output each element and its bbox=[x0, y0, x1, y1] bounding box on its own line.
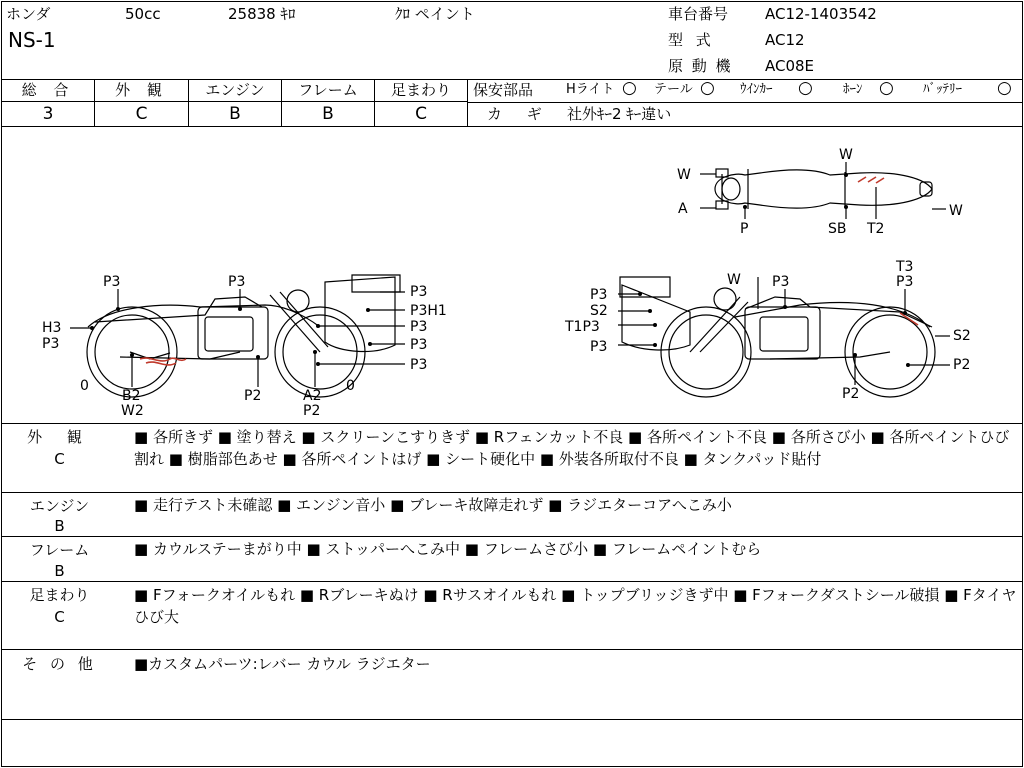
section-title-engine: エンジン bbox=[29, 497, 90, 515]
diagram-label: P3 bbox=[410, 357, 428, 373]
safety-label: 保安部品 bbox=[473, 81, 534, 99]
grade-value-suspension: C bbox=[415, 104, 427, 124]
safety-mid-line bbox=[468, 102, 1022, 103]
safety-mark-horn: ○ bbox=[879, 78, 894, 98]
section-text-frame: ■ カウルステーまがり中 ■ ストッパーへこみ中 ■ フレームさび小 ■ フレームペイントむら bbox=[134, 540, 762, 558]
diagram-label: W bbox=[727, 272, 741, 288]
diagram-label: A2 bbox=[303, 388, 322, 404]
section-text-engine: ■ 走行テスト未確認 ■ エンジン音小 ■ ブレーキ故障走れず ■ ラジエターコアへこみ小 bbox=[134, 496, 732, 514]
section-title-other: そ の 他 bbox=[22, 655, 97, 673]
diagram-label: P2 bbox=[842, 386, 860, 402]
diagram-label: P3 bbox=[410, 284, 428, 300]
grade-header-frame: フレーム bbox=[298, 81, 358, 99]
engine-label: 原 動 機 bbox=[668, 57, 733, 75]
section-title-frame: フレーム bbox=[29, 541, 90, 559]
section-line bbox=[2, 719, 1022, 720]
displacement: 50cc bbox=[125, 5, 161, 23]
grade-header-suspension: 足まわり bbox=[390, 81, 451, 99]
diagram-label: B2 bbox=[122, 388, 141, 404]
diagram-label: A bbox=[678, 201, 688, 217]
diagram-label: W2 bbox=[121, 403, 144, 419]
safety-item-battery: ﾊﾞｯﾃﾘｰ bbox=[923, 82, 962, 97]
diagram-label: P3 bbox=[590, 287, 608, 303]
diagram-label: P3 bbox=[772, 274, 790, 290]
section-text-suspension: ■ Fフォークオイルもれ ■ Rブレーキぬけ ■ Rサスオイルもれ ■ トップブリッジきず中 ■ Fフォークダストシール破損 ■ Fタイヤひび大 bbox=[134, 586, 1017, 626]
grade-header-engine: エンジン bbox=[205, 81, 265, 99]
section-line bbox=[2, 492, 1022, 493]
grade-header-overall: 総 合 bbox=[21, 81, 75, 99]
section-grade-suspension: C bbox=[54, 608, 65, 626]
diagram-label: P2 bbox=[953, 357, 971, 373]
color: ｸﾛ ペイント bbox=[395, 5, 475, 23]
grade-value-overall: 3 bbox=[42, 104, 54, 124]
grade-value-exterior: C bbox=[135, 104, 148, 124]
section-text-other: ■カスタムパーツ:レバー カウル ラジエター bbox=[134, 655, 431, 673]
diagram-label: P3 bbox=[590, 339, 608, 355]
section-line bbox=[2, 581, 1022, 582]
diagram-label: P3 bbox=[410, 319, 428, 335]
grade-value-engine: B bbox=[229, 104, 241, 124]
type-value: AC12 bbox=[765, 31, 805, 49]
safety-mark-winker: ○ bbox=[798, 78, 813, 98]
section-line bbox=[2, 423, 1022, 424]
section-title-suspension: 足まわり bbox=[29, 586, 90, 604]
diagram-label: S2 bbox=[953, 328, 971, 344]
grade-divider bbox=[467, 79, 468, 126]
model-name: NS-1 bbox=[8, 28, 56, 52]
key-label: カ ギ bbox=[487, 105, 552, 123]
engine-value: AC08E bbox=[765, 57, 815, 75]
diagram-label: P bbox=[740, 221, 749, 237]
leader-dots bbox=[90, 173, 910, 367]
grade-top-line bbox=[2, 79, 1022, 80]
section-text-exterior: ■ 各所きず ■ 塗り替え ■ スクリーンこすりきず ■ Rフェンカット不良 ■ 各所ペイント不良 ■ 各所さび小 ■ 各所ペイントひび割れ ■ 樹脂部色あせ ■ 各所ペイントはげ ■ シート硬化中 ■ 外装各所取付不良 ■ タンクパッド貼付 bbox=[134, 428, 1010, 468]
section-line bbox=[2, 536, 1022, 537]
section-grade-exterior: C bbox=[54, 450, 65, 468]
diagram-label: P2 bbox=[244, 388, 262, 404]
diagram-label: T2 bbox=[867, 221, 885, 237]
safety-mark-battery: ○ bbox=[997, 78, 1012, 98]
section-line bbox=[2, 649, 1022, 650]
diagram-label: H3 bbox=[42, 320, 62, 336]
safety-item-horn: ﾎｰﾝ bbox=[843, 82, 863, 97]
frame-no: AC12-1403542 bbox=[765, 5, 877, 23]
diagram-label: 0 bbox=[80, 378, 89, 394]
diagram-label: T3 bbox=[896, 259, 914, 275]
diagram-label: S2 bbox=[590, 303, 608, 319]
section-title-exterior: 外 観 bbox=[27, 428, 92, 446]
diagram-label: 0 bbox=[346, 378, 355, 394]
diagram-label: W bbox=[949, 203, 963, 219]
diagram-label: W bbox=[677, 167, 691, 183]
maker: ホンダ bbox=[6, 5, 51, 23]
grade-value-frame: B bbox=[322, 104, 334, 124]
diagram-label: P2 bbox=[303, 403, 321, 419]
mileage: 25838 ｷﾛ bbox=[228, 5, 296, 23]
safety-mark-tail: ○ bbox=[700, 78, 715, 98]
diagram-label: T1P3 bbox=[565, 319, 600, 335]
damage-diagram bbox=[0, 127, 1024, 423]
key-value: 社外ｷｰ2 ｷｰ違い bbox=[567, 105, 672, 123]
diagram-label: P3 bbox=[42, 336, 60, 352]
safety-item-tail: テール bbox=[654, 82, 693, 97]
section-grade-frame: B bbox=[54, 562, 65, 580]
grade-mid-line bbox=[2, 101, 468, 102]
safety-item-winker: ｳｲﾝｶｰ bbox=[740, 82, 773, 97]
frame-no-label: 車台番号 bbox=[668, 5, 729, 23]
diagram-label: W bbox=[839, 147, 853, 163]
top-view-bike bbox=[715, 169, 932, 209]
diagram-label: P3H1 bbox=[410, 303, 447, 319]
diagram-label: P3 bbox=[103, 274, 121, 290]
right-side-bike bbox=[620, 277, 935, 397]
safety-item-headlight: Hライト bbox=[566, 82, 615, 97]
diagram-label: P3 bbox=[228, 274, 246, 290]
diagram-label: SB bbox=[828, 221, 847, 237]
type-label: 型 式 bbox=[668, 31, 715, 49]
damage-marks bbox=[140, 177, 918, 365]
diagram-label: P3 bbox=[896, 274, 914, 290]
section-grade-engine: B bbox=[54, 517, 65, 535]
safety-mark-headlight: ○ bbox=[622, 78, 637, 98]
grade-header-exterior: 外 観 bbox=[115, 81, 168, 99]
diagram-label: P3 bbox=[410, 337, 428, 353]
